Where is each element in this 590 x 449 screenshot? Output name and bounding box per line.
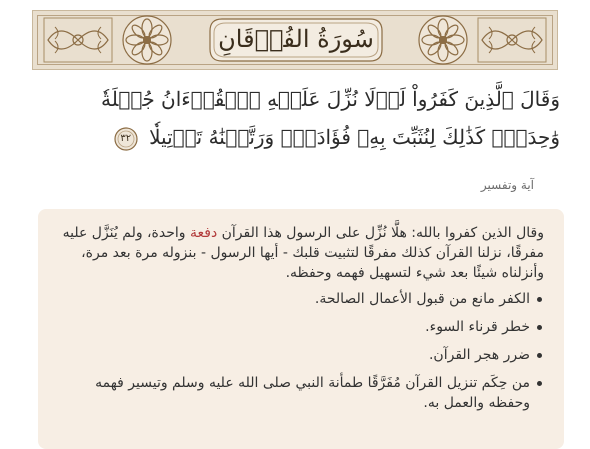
rosette-ornament-left (121, 14, 173, 66)
tafsir-highlight-word: دفعة (190, 225, 218, 241)
surah-header-banner (32, 10, 558, 70)
verse-number-marker (113, 126, 139, 152)
verse-text: وَقَالَ ٱلَّذِينَ كَفَرُواْ لَوۡلَا نُزِّلَ عَلَيۡهِ ٱلۡقُرۡءَانُ جُمۡلَةٗ وَٰحِدَةٗۚ كَذَٰلِكَ لِنُثَبِّتَ بِهِۦ فُؤَادَكَۖ وَرَتَّلۡنَٰهُ تَرۡتِيلٗا (100, 87, 560, 149)
rosette-ornament-right (417, 14, 469, 66)
tafsir-intro (54, 223, 544, 283)
tafsir-intro-part-2: واحدة، ولم يُنَزَّل عليه مفرقًا، نزلنا القرآن كذلك مفرقًا لتثبيت قلبك - أيها الرسول - بنزوله مرة بعد مرة، وأنزلناه شيئًا بعد شيء لتسهيل فهمه وحفظه. (62, 225, 544, 281)
surah-title: سُورَةُ الفُرۡقَانِ (218, 25, 374, 53)
section-label: آية وتفسير (480, 178, 534, 192)
list-item: الكفر مانع من قبول الأعمال الصالحة. (54, 289, 544, 309)
list-item: خطر قرناء السوء. (54, 317, 544, 337)
list-item: من حِكَم تنزيل القرآن مُفَرَّقًا طمأنة النبي صلى الله عليه وسلم وتيسير فهمه وحفظه والعمل به. (54, 373, 544, 413)
arabesque-pattern-left (43, 17, 113, 63)
tafsir-card (38, 209, 564, 449)
verse-text-block[interactable] (36, 80, 560, 156)
verse-number: ٣٢ (120, 132, 132, 144)
tafsir-benefits-list (54, 289, 544, 413)
list-item: ضرر هجر القرآن. (54, 345, 544, 365)
arabesque-pattern-right (477, 17, 547, 63)
tafsir-intro-part-1: وقال الذين كفروا بالله: هلَّا نُزِّل على الرسول هذا القرآن (217, 225, 544, 241)
